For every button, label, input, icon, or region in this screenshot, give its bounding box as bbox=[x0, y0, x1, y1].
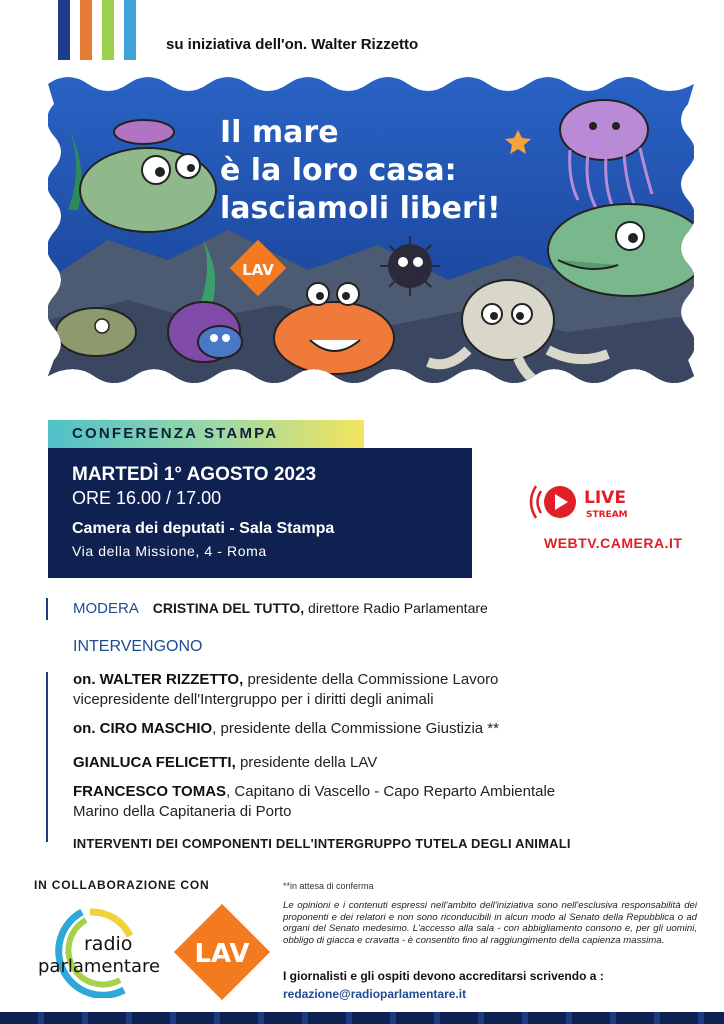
stripe-orange bbox=[80, 0, 92, 60]
radio-logo-line2: parlamentare bbox=[38, 956, 161, 977]
conference-place: Camera dei deputati - Sala Stampa bbox=[72, 520, 335, 537]
speaker-role: presidente della Commissione Lavoro bbox=[247, 671, 499, 688]
accreditation-email[interactable]: redazione@radioparlamentare.it bbox=[283, 987, 467, 1001]
header-stripes bbox=[58, 0, 136, 60]
speaker-role-2: Marino della Capitaneria di Porto bbox=[73, 803, 292, 820]
modera-label: MODERA bbox=[73, 600, 139, 617]
moderator-line bbox=[73, 600, 488, 617]
moderator-role: direttore Radio Parlamentare bbox=[308, 600, 488, 616]
stream-label: STREAM bbox=[586, 510, 628, 520]
speaker-role: , presidente della Commissione Giustizia ** bbox=[212, 720, 499, 737]
speaker-rizzetto bbox=[73, 670, 498, 710]
lav-badge-text: LAV bbox=[242, 261, 274, 279]
speaker-name: on. CIRO MASCHIO bbox=[73, 720, 213, 737]
lav-logo bbox=[172, 902, 272, 1002]
stripe-green bbox=[102, 0, 114, 60]
speaker-name: FRANCESCO TOMAS bbox=[73, 783, 227, 800]
modera-divider bbox=[46, 598, 48, 620]
webtv-link[interactable]: WEBTV.CAMERA.IT bbox=[544, 535, 683, 551]
live-stream-badge[interactable] bbox=[528, 480, 648, 524]
lav-logo-text: LAV bbox=[194, 939, 250, 969]
speakers-divider bbox=[46, 672, 48, 842]
components-line: INTERVENTI DEI COMPONENTI DELL'INTERGRUPPO TUTELA DEGLI ANIMALI bbox=[73, 836, 571, 851]
speaker-role-2: vicepresidente dell'Intergruppo per i diritti degli animali bbox=[73, 691, 434, 708]
initiative-text: su iniziativa dell'on. Walter Rizzetto bbox=[166, 36, 419, 53]
speaker-role: presidente della LAV bbox=[239, 754, 378, 771]
speaker-maschio bbox=[73, 719, 499, 739]
speaker-tomas bbox=[73, 782, 555, 822]
speaker-role: , Capitano di Vascello - Capo Reparto Ambientale bbox=[226, 783, 556, 800]
accreditation-text: I giornalisti e gli ospiti devono accreditarsi scrivendo a : bbox=[283, 969, 604, 983]
banner-title-line2: è la loro casa: bbox=[220, 153, 457, 188]
conference-label: CONFERENZA STAMPA bbox=[48, 420, 364, 448]
radio-parlamentare-logo bbox=[34, 906, 164, 998]
live-label: LIVE bbox=[584, 488, 626, 508]
conference-date: MARTEDÌ 1° AGOSTO 2023 bbox=[72, 464, 317, 485]
stripe-blue bbox=[58, 0, 70, 60]
disclaimer-text: Le opinioni e i contenuti espressi nell'ambito dell'iniziativa sono nell'esclusiva responsabilità dei proponenti e dei relatori e non sono riconducibili in alcun modo al Senato della Repubblica o ad organi del Senato medesimo. L'accesso alla sala - con abbigliamento consono e, per gli uomini, obbligo di giacca e cravatta - è consentito fino al raggiungimento della capienza massima. bbox=[283, 900, 697, 946]
speaker-felicetti bbox=[73, 753, 377, 773]
speaker-name: GIANLUCA FELICETTI, bbox=[73, 754, 236, 771]
conference-address: Via della Missione, 4 - Roma bbox=[72, 543, 267, 559]
sea-banner bbox=[48, 70, 694, 390]
radio-logo-line1: radio bbox=[84, 933, 133, 955]
conference-box bbox=[48, 448, 472, 578]
confirmation-note: **in attesa di conferma bbox=[283, 881, 374, 891]
banner-title-line3: lasciamoli liberi! bbox=[220, 191, 501, 226]
conference-time: ORE 16.00 / 17.00 bbox=[72, 488, 222, 508]
moderator-name: CRISTINA DEL TUTTO, bbox=[152, 600, 305, 616]
stripe-lightblue bbox=[124, 0, 136, 60]
collab-label: IN COLLABORAZIONE CON bbox=[34, 878, 210, 892]
intervengono-label: INTERVENGONO bbox=[73, 638, 203, 655]
banner-title-line1: Il mare bbox=[220, 115, 339, 150]
bottom-band bbox=[0, 1012, 724, 1024]
speaker-name: on. WALTER RIZZETTO, bbox=[73, 671, 244, 688]
